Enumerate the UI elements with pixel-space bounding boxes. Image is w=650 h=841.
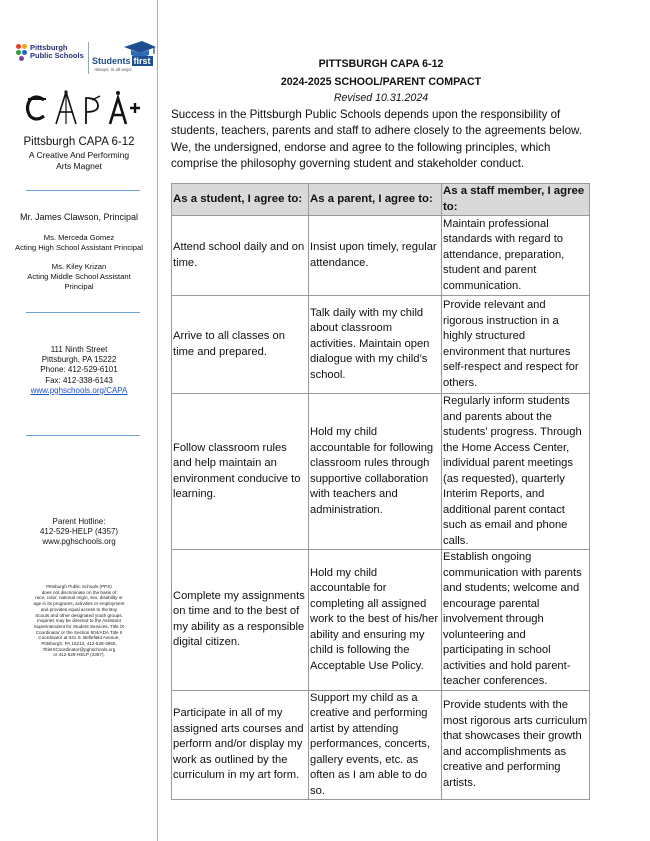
school-address xyxy=(0,345,158,396)
table-header-row xyxy=(172,184,590,216)
sf-logo-word2: first xyxy=(133,56,151,66)
assistant-ms-title-line2: Principal xyxy=(64,282,94,291)
document-subtitle: 2024-2025 SCHOOL/PARENT COMPACT xyxy=(280,76,482,88)
principal-name: Mr. James Clawson, Principal xyxy=(19,212,139,222)
notice-line: age in its programs, activities or employment xyxy=(33,601,125,607)
document-title: PITTSBURGH CAPA 6-12 xyxy=(318,58,444,70)
student-cell: Arrive to all classes on time and prepared. xyxy=(172,296,309,394)
staff-cell: Establish ongoing communication with parents and students; welcome and encourage parental involvement through volunteering and participating in school activities and hold parent-teacher conferences. xyxy=(442,550,590,691)
student-cell: Participate in all of my assigned arts courses and perform and/or display my work as outlined by the curriculum in my art form. xyxy=(172,690,309,800)
notice-line: race, color, national origin, sex, disability or xyxy=(35,595,123,601)
student-cell: Attend school daily and on time. xyxy=(172,216,309,296)
pps-logo-line1: Pittsburgh xyxy=(30,43,68,52)
notice-line: Coordinator or the Section 504/ADA Title II xyxy=(35,629,123,635)
hotline-number: 412-529-HELP (4357) xyxy=(39,527,119,537)
notice-line: Coordinator at 341 S. Bellefield Avenue, xyxy=(38,635,120,641)
students-first-logo xyxy=(92,40,158,76)
notice-line: Scouts and other designated youth groups. xyxy=(35,612,123,618)
table-row xyxy=(172,690,590,800)
address-city: Pittsburgh, PA 15222 xyxy=(41,355,117,365)
capa-logo-icon xyxy=(22,88,144,128)
assistant-hs-title: Acting High School Assistant Principal xyxy=(15,243,143,252)
staff-cell: Maintain professional standards with regard to attendance, preparation, student and parent communication. xyxy=(442,216,590,296)
notice-line: Pittsburgh, PA 15213, 412-529-3950, xyxy=(41,641,117,647)
notice-line: or 412-529-HELP (4357). xyxy=(53,652,105,658)
sf-logo-word1: Students xyxy=(92,56,131,66)
student-cell: Complete my assignments on time and to the best of my ability as a responsible digital citizen. xyxy=(172,550,309,691)
notice-line: Pittsburgh Public Schools (PPS) xyxy=(46,584,112,589)
address-street: 111 Ninth Street xyxy=(50,345,108,354)
school-subtitle-line1: A Creative And Performing xyxy=(28,150,130,160)
fax-number: Fax: 412-338-6143 xyxy=(45,375,113,385)
table-row xyxy=(172,550,590,691)
header-parent: As a parent, I agree to: xyxy=(309,184,442,216)
staff-cell: Provide students with the most rigorous arts curriculum that showcases their growth and accomplishments as creative and performing artists. xyxy=(442,690,590,800)
notice-line: does not discriminate on the basis of xyxy=(41,589,117,595)
sidebar-divider xyxy=(26,435,140,436)
parent-cell: Insist upon timely, regular attendance. xyxy=(309,216,442,296)
school-subtitle xyxy=(0,150,158,172)
intro-paragraph: Success in the Pittsburgh Public Schools depends upon the responsibility of students, teachers, parents and staff to adhere closely to the agreements below. We, the undersigned, endorse and agree to the following principles, which comprise the philosophy governing student and stakeholder conduct. xyxy=(171,108,582,171)
pps-logo-line2: Public Schools xyxy=(30,51,84,60)
header-student: As a student, I agree to: xyxy=(172,184,309,216)
hotline-website: www.pghschools.org xyxy=(42,537,116,547)
parent-hotline xyxy=(0,517,158,548)
assistant-ms-name: Ms. Kiley Krizan xyxy=(51,262,107,271)
revision-date: Revised 10.31.2024 xyxy=(333,92,429,104)
staff-cell: Provide relevant and rigorous instruction in a highly structured environment that nurtures self-respect and respect for others. xyxy=(442,296,590,394)
hotline-label: Parent Hotline: xyxy=(52,517,106,526)
assistant-hs-name: Ms. Merceda Gomez xyxy=(43,233,115,242)
logo-bar xyxy=(10,40,158,76)
header-staff: As a staff member, I agree to: xyxy=(442,184,590,216)
nondiscrimination-notice xyxy=(12,584,146,658)
sidebar xyxy=(0,0,158,841)
pps-logo xyxy=(16,44,84,64)
student-cell: Follow classroom rules and help maintain an environment conducive to learning. xyxy=(172,394,309,550)
parent-cell: Support my child as a creative and performing artist by attending performances, concerts, gallery events, etc. as often as I am able to do so. xyxy=(309,690,442,800)
phone-number: Phone: 412-529-6101 xyxy=(40,365,118,375)
parent-cell: Hold my child accountable for completing all assigned work to the best of his/her ability and ensuring my child is following the Acceptable Use Policy. xyxy=(309,550,442,691)
table-row xyxy=(172,296,590,394)
assistant-principal-hs xyxy=(0,233,158,253)
staff-cell: Regularly inform students and parents about the students’ progress. Through the Home Access Center, individual parent meetings (as requested), quarterly Interim Reports, and additional parent contact such as email and phone calls. xyxy=(442,394,590,550)
sf-tagline: Always, in all ways xyxy=(94,67,132,72)
notice-line: Inquiries may be directed to the Assistant xyxy=(37,618,121,624)
parent-cell: Talk daily with my child about classroom activities. Maintain open dialogue with my child’s school. xyxy=(309,296,442,394)
logo-divider xyxy=(88,42,89,74)
table-row xyxy=(172,216,590,296)
sidebar-divider xyxy=(26,312,140,313)
parent-cell: Hold my child accountable for following classroom rules through supportive collaboration with teachers and administration. xyxy=(309,394,442,550)
notice-line: Superintendent for Student Services, Title IX xyxy=(33,623,125,629)
website-link[interactable]: www.pghschools.org/CAPA xyxy=(30,385,128,395)
school-subtitle-line2: Arts Magnet xyxy=(56,161,102,171)
compact-table xyxy=(171,183,590,800)
sidebar-divider xyxy=(26,190,140,191)
notice-line: and provides equal access to the Boy xyxy=(40,606,118,612)
table-row xyxy=(172,394,590,550)
assistant-ms-title-line1: Acting Middle School Assistant xyxy=(27,272,131,281)
assistant-principal-ms xyxy=(0,262,158,292)
notice-line: TitleIXCoordinator@pghschools.org xyxy=(42,646,116,652)
pps-dots-icon xyxy=(16,44,28,64)
school-name: Pittsburgh CAPA 6-12 xyxy=(23,136,135,148)
